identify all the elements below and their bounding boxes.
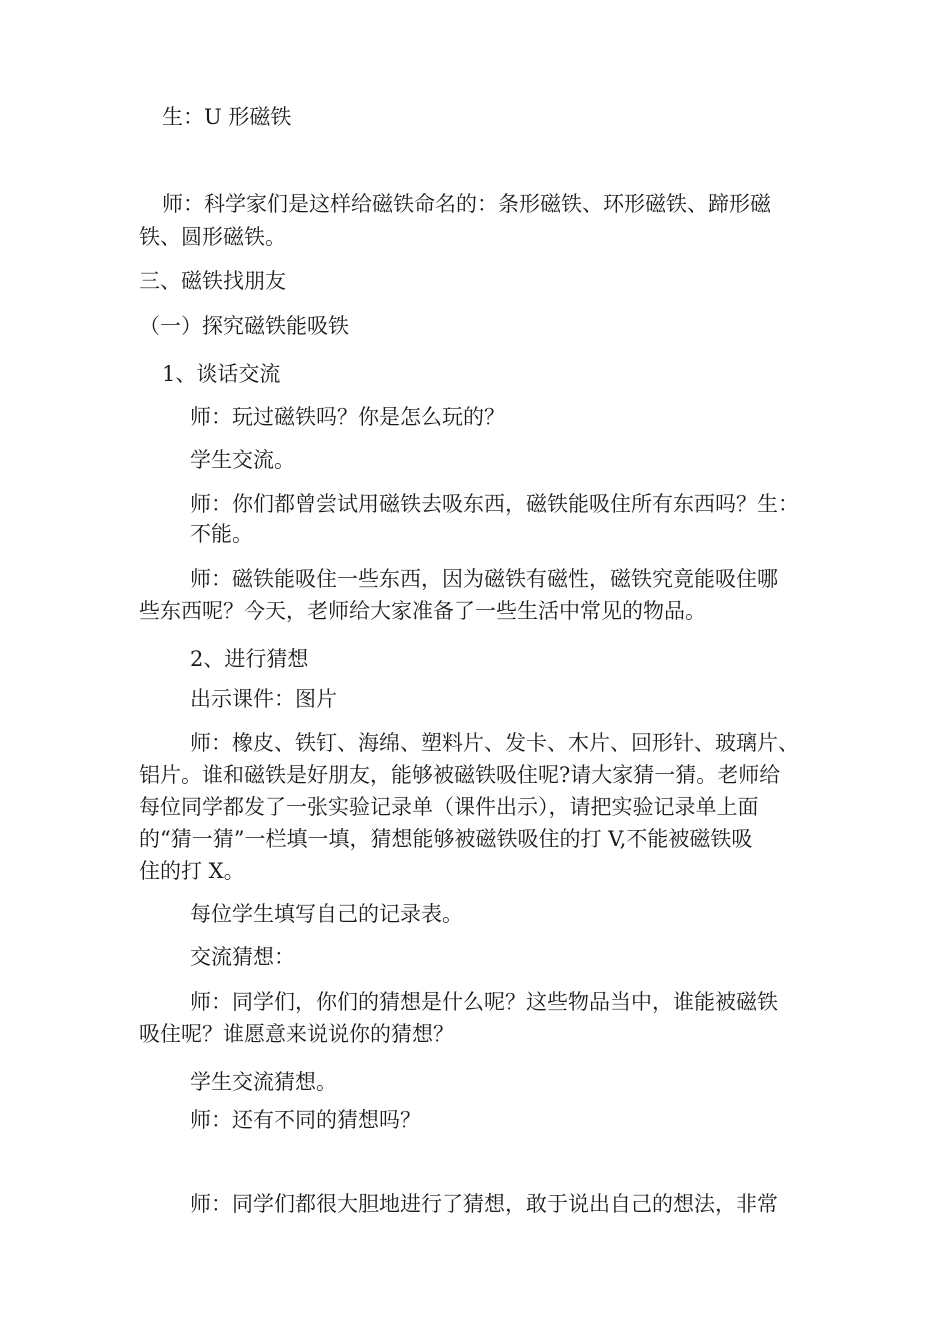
text-line: 师：同学们都很大胆地进行了猜想，敢于说出自己的想法，非常 (190, 1192, 778, 1216)
subsection-heading: （一）探究磁铁能吸铁 (139, 314, 349, 338)
text-line: 师：磁铁能吸住一些东西，因为磁铁有磁性，磁铁究竟能吸住哪 (190, 567, 778, 591)
text-line: 吸住呢？谁愿意来说说你的猜想？ (139, 1022, 454, 1046)
text-line: 生：U 形磁铁 (162, 105, 292, 129)
text-line: 住的打 X。 (139, 859, 245, 883)
text-line: 出示课件：图片 (190, 687, 337, 711)
text-line: 每位同学都发了一张实验记录单（课件出示），请把实验记录单上面 (139, 795, 759, 819)
text-line: 不能。 (190, 522, 253, 546)
text-line: 师：还有不同的猜想吗？ (190, 1108, 421, 1132)
text-line: 每位学生填写自己的记录表。 (190, 902, 463, 926)
text-line: 学生交流。 (190, 448, 295, 472)
text-line: 师：你们都曾尝试用磁铁去吸东西，磁铁能吸住所有东西吗？生： (190, 492, 799, 516)
text-line: 交流猜想： (190, 945, 295, 969)
section-heading: 三、磁铁找朋友 (139, 269, 286, 293)
text-line: 铝片。谁和磁铁是好朋友，能够被磁铁吸住呢?请大家猜一猜。老师给 (139, 763, 781, 787)
step-heading: 1、谈话交流 (162, 362, 281, 386)
text-line: 师：同学们，你们的猜想是什么呢？这些物品当中，谁能被磁铁 (190, 990, 778, 1014)
text-line: 铁、圆形磁铁。 (139, 225, 286, 249)
text-line: 学生交流猜想。 (190, 1070, 337, 1094)
text-line: 师：科学家们是这样给磁铁命名的：条形磁铁、环形磁铁、蹄形磁 (162, 192, 771, 216)
text-line: 师：玩过磁铁吗？你是怎么玩的？ (190, 405, 505, 429)
text-line: 的“猜一猜”一栏填一填，猜想能够被磁铁吸住的打 V,不能被磁铁吸 (139, 827, 753, 851)
text-line: 些东西呢？今天，老师给大家准备了一些生活中常见的物品。 (139, 599, 706, 623)
text-line: 师：橡皮、铁钉、海绵、塑料片、发卡、木片、回形针、玻璃片、 (190, 731, 799, 755)
step-heading: 2、进行猜想 (190, 647, 309, 671)
